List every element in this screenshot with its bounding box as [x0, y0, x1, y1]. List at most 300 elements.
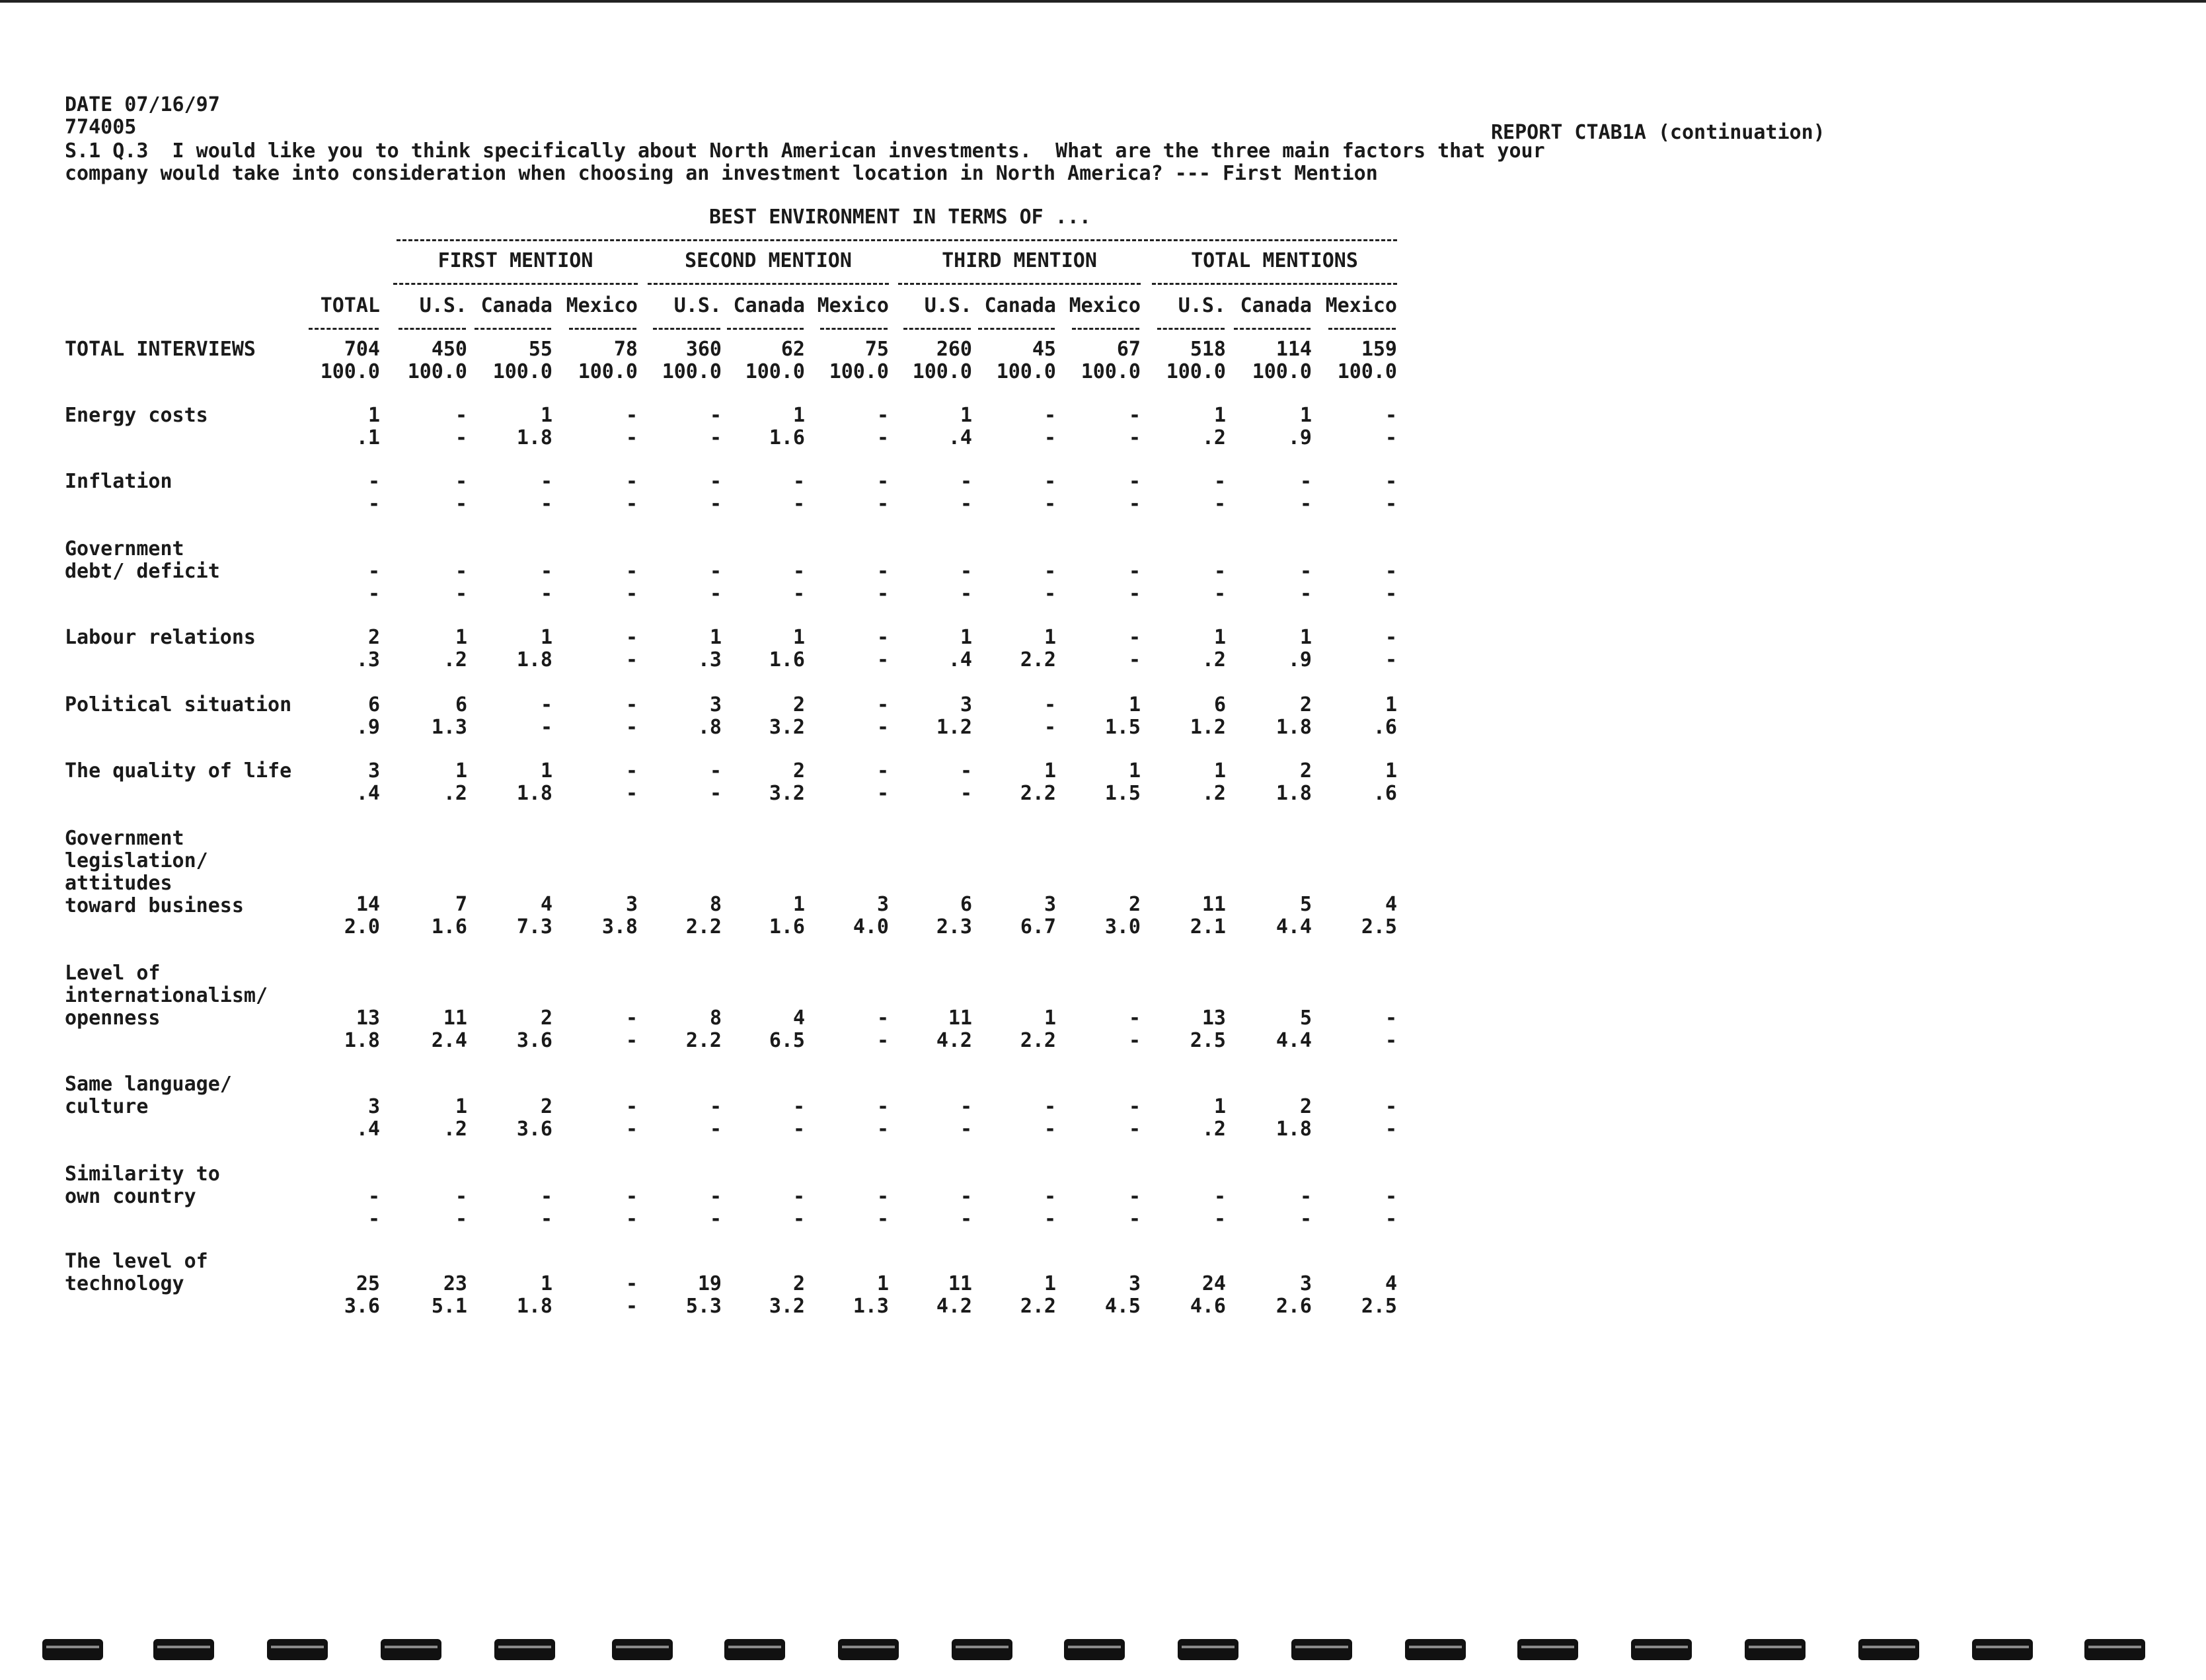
cell-count: 4	[540, 893, 552, 916]
cell-count: -	[960, 1185, 972, 1208]
cell-percent: 4.0	[853, 915, 889, 938]
cell-percent: .2	[1201, 1118, 1226, 1141]
cell-percent: 1.8	[516, 782, 552, 805]
cell-percent: -	[367, 582, 380, 605]
cell-count: -	[876, 1185, 889, 1208]
cell-percent: 6.7	[1020, 915, 1056, 938]
cell-count: -	[1213, 560, 1226, 583]
cell-percent: 2.2	[685, 915, 722, 938]
cell-percent: 1.8	[516, 426, 552, 449]
cell-count: -	[960, 470, 972, 493]
cell-percent: -	[876, 1029, 889, 1052]
cell-count: -	[540, 1185, 552, 1208]
row-label: Inflation	[65, 470, 172, 493]
cell-percent: -	[1299, 492, 1312, 515]
cell-count: -	[1128, 1095, 1141, 1118]
cell-percent: 4.6	[1190, 1295, 1226, 1318]
cell-percent: -	[792, 582, 805, 605]
cell-percent: 100.0	[745, 360, 805, 383]
perforation-mark	[724, 1639, 785, 1660]
perforation-mark	[612, 1639, 673, 1660]
cell-percent: -	[876, 492, 889, 515]
cell-count: -	[876, 759, 889, 783]
cell-count: -	[960, 759, 972, 783]
column-header-rule	[399, 328, 466, 330]
cell-percent: 100.0	[1166, 360, 1226, 383]
cell-percent: 100.0	[1252, 360, 1312, 383]
cell-count: 2	[792, 759, 805, 783]
cell-count: -	[1213, 470, 1226, 493]
column-header: Mexico	[1069, 294, 1141, 317]
cell-percent: 2.5	[1361, 915, 1397, 938]
cell-percent: .2	[1201, 648, 1226, 671]
cell-percent: .2	[1201, 782, 1226, 805]
cell-count: 2	[1299, 693, 1312, 716]
cell-percent: 100.0	[407, 360, 467, 383]
cell-percent: -	[709, 582, 722, 605]
cell-count: -	[540, 693, 552, 716]
cell-percent: 1.5	[1104, 782, 1141, 805]
cell-percent: -	[540, 492, 552, 515]
perforation-mark	[1064, 1639, 1125, 1660]
cell-percent: -	[540, 716, 552, 739]
cell-percent: 3.2	[769, 782, 805, 805]
cell-percent: .2	[443, 782, 467, 805]
cell-percent: 100.0	[996, 360, 1056, 383]
cell-percent: -	[709, 1207, 722, 1231]
cell-count: -	[709, 404, 722, 427]
cell-count: 159	[1361, 338, 1397, 361]
perforation-mark	[381, 1639, 441, 1660]
cell-count: -	[876, 626, 889, 649]
cell-percent: -	[625, 716, 638, 739]
cell-count: -	[1385, 560, 1397, 583]
cell-percent: .9	[1287, 426, 1312, 449]
cell-percent: 3.0	[1104, 915, 1141, 938]
cell-count: -	[625, 1095, 638, 1118]
cell-count: 1	[1128, 693, 1141, 716]
cell-count: -	[1128, 404, 1141, 427]
column-header-rule	[653, 328, 720, 330]
cell-count: 55	[528, 338, 552, 361]
cell-percent: 4.2	[936, 1029, 972, 1052]
cell-count: -	[455, 404, 467, 427]
cell-count: 7	[455, 893, 467, 916]
cell-percent: -	[1385, 1207, 1397, 1231]
cell-percent: 5.3	[685, 1295, 722, 1318]
cell-percent: -	[876, 648, 889, 671]
cell-count: -	[792, 470, 805, 493]
cell-count: 1	[1385, 693, 1397, 716]
cell-count: -	[709, 560, 722, 583]
cell-percent: 1.6	[769, 915, 805, 938]
cell-count: -	[455, 1185, 467, 1208]
cell-count: -	[540, 470, 552, 493]
cell-count: 1	[876, 1272, 889, 1295]
column-header-rule	[727, 328, 804, 330]
cell-percent: 1.3	[853, 1295, 889, 1318]
cell-count: -	[1128, 560, 1141, 583]
cell-percent: 2.2	[1020, 1029, 1056, 1052]
cell-count: 2	[1299, 1095, 1312, 1118]
cell-count: -	[625, 759, 638, 783]
cell-percent: 4.4	[1275, 915, 1312, 938]
cell-count: -	[1299, 1185, 1312, 1208]
row-label: Energy costs	[65, 404, 208, 427]
cell-percent: -	[1044, 1118, 1056, 1141]
cell-count: 1	[1213, 404, 1226, 427]
cell-percent: -	[540, 1207, 552, 1231]
group-header: SECOND MENTION	[685, 249, 852, 272]
cell-count: 5	[1299, 893, 1312, 916]
cell-count: 2	[367, 626, 380, 649]
cell-count: 450	[431, 338, 467, 361]
cell-percent: 100.0	[578, 360, 638, 383]
cell-count: 8	[709, 893, 722, 916]
cell-count: 1	[1128, 759, 1141, 783]
cell-count: 75	[864, 338, 889, 361]
cell-count: 114	[1275, 338, 1312, 361]
cell-percent: -	[625, 492, 638, 515]
cell-percent: 5.1	[431, 1295, 467, 1318]
cell-percent: 1.6	[769, 648, 805, 671]
cell-count: 2	[792, 693, 805, 716]
column-header-rule	[978, 328, 1055, 330]
cell-count: 2	[792, 1272, 805, 1295]
cell-percent: 2.2	[685, 1029, 722, 1052]
cell-percent: -	[625, 1118, 638, 1141]
cell-percent: -	[1299, 1207, 1312, 1231]
row-label: Same language/ culture	[65, 1073, 232, 1118]
cell-count: 1	[1213, 1095, 1226, 1118]
cell-count: -	[792, 1185, 805, 1208]
cell-percent: 1.6	[769, 426, 805, 449]
cell-count: -	[540, 560, 552, 583]
cell-percent: .3	[697, 648, 722, 671]
row-label: Government legislation/ attitudes toward business	[65, 827, 244, 917]
cell-count: 1	[1299, 404, 1312, 427]
cell-count: -	[1128, 470, 1141, 493]
cell-percent: 7.3	[516, 915, 552, 938]
cell-count: 1	[455, 1095, 467, 1118]
cell-count: 24	[1201, 1272, 1226, 1295]
column-header-rule	[309, 328, 379, 330]
cell-count: 25	[356, 1272, 380, 1295]
cell-count: 11	[443, 1007, 467, 1030]
cell-count: 23	[443, 1272, 467, 1295]
cell-percent: -	[876, 716, 889, 739]
cell-count: -	[1385, 470, 1397, 493]
column-header: Canada	[733, 294, 805, 317]
cell-percent: 1.8	[1275, 716, 1312, 739]
cell-count: -	[1299, 560, 1312, 583]
cell-count: -	[876, 560, 889, 583]
cell-count: -	[367, 560, 380, 583]
cell-count: -	[367, 1185, 380, 1208]
cell-percent: 1.8	[516, 1295, 552, 1318]
cell-percent: -	[960, 582, 972, 605]
cell-count: -	[876, 404, 889, 427]
column-header-rule	[569, 328, 636, 330]
perforation-mark	[1178, 1639, 1238, 1660]
cell-count: 4	[1385, 1272, 1397, 1295]
row-label: Level of internationalism/ openness	[65, 962, 268, 1030]
cell-percent: -	[1044, 426, 1056, 449]
cell-percent: -	[1128, 426, 1141, 449]
cell-percent: 100.0	[829, 360, 889, 383]
cell-count: 3	[960, 693, 972, 716]
cell-count: -	[455, 470, 467, 493]
question-text-line-2: company would take into consideration when choosing an investment location in North America? --- First Mention	[65, 162, 1378, 185]
perforation-mark	[494, 1639, 555, 1660]
cell-percent: -	[455, 582, 467, 605]
cell-count: 5	[1299, 1007, 1312, 1030]
cell-count: 13	[1201, 1007, 1226, 1030]
column-header: U.S.	[1178, 294, 1226, 317]
cell-percent: 4.4	[1275, 1029, 1312, 1052]
cell-count: -	[625, 626, 638, 649]
cell-percent: .4	[948, 426, 972, 449]
cell-count: -	[709, 1185, 722, 1208]
cell-count: 1	[960, 626, 972, 649]
cell-count: 6	[1213, 693, 1226, 716]
cell-percent: 100.0	[1337, 360, 1397, 383]
cell-count: 3	[367, 759, 380, 783]
cell-percent: -	[540, 582, 552, 605]
group-header: FIRST MENTION	[437, 249, 593, 272]
cell-percent: -	[1128, 1207, 1141, 1231]
cell-count: 518	[1190, 338, 1226, 361]
cell-count: 1	[1044, 1007, 1056, 1030]
cell-count: 62	[780, 338, 805, 361]
cell-count: -	[1128, 626, 1141, 649]
cell-percent: -	[625, 1029, 638, 1052]
cell-count: -	[367, 470, 380, 493]
column-header: Canada	[984, 294, 1056, 317]
cell-percent: 100.0	[912, 360, 972, 383]
cell-count: -	[625, 560, 638, 583]
cell-percent: -	[455, 492, 467, 515]
cell-percent: -	[1128, 648, 1141, 671]
cell-percent: -	[876, 1118, 889, 1141]
cell-percent: -	[1044, 492, 1056, 515]
perforation-mark	[153, 1639, 214, 1660]
cell-count: 14	[356, 893, 380, 916]
cell-percent: -	[792, 492, 805, 515]
cell-percent: -	[367, 492, 380, 515]
group-header: TOTAL MENTIONS	[1191, 249, 1358, 272]
cell-percent: -	[709, 426, 722, 449]
cell-count: -	[1044, 404, 1056, 427]
perforation-mark	[1972, 1639, 2033, 1660]
cell-count: 11	[1201, 893, 1226, 916]
job-number: 774005	[65, 116, 137, 139]
cell-count: -	[625, 1185, 638, 1208]
cell-count: -	[876, 693, 889, 716]
perforation-mark	[1517, 1639, 1578, 1660]
cell-count: 3	[1128, 1272, 1141, 1295]
cell-count: 2	[1299, 759, 1312, 783]
cell-percent: -	[1128, 492, 1141, 515]
cell-percent: 1.2	[1190, 716, 1226, 739]
cell-percent: 1.2	[936, 716, 972, 739]
cell-count: 1	[960, 404, 972, 427]
cell-count: -	[960, 1095, 972, 1118]
cell-count: 1	[1299, 626, 1312, 649]
row-label: Political situation	[65, 693, 292, 716]
cell-count: 3	[876, 893, 889, 916]
row-label: The quality of life	[65, 759, 292, 783]
group-header-rule	[898, 283, 1141, 285]
cell-percent: .9	[356, 716, 380, 739]
cell-percent: -	[625, 426, 638, 449]
cell-percent: -	[1385, 648, 1397, 671]
cell-percent: -	[1213, 582, 1226, 605]
perforation-mark	[2084, 1639, 2145, 1660]
cell-percent: -	[960, 1207, 972, 1231]
cell-count: 2	[540, 1007, 552, 1030]
cell-count: -	[1044, 1185, 1056, 1208]
cell-count: 4	[1385, 893, 1397, 916]
perforation-mark	[42, 1639, 103, 1660]
column-header: U.S.	[924, 294, 972, 317]
column-header: Mexico	[1325, 294, 1397, 317]
cell-percent: -	[625, 1295, 638, 1318]
cell-count: -	[876, 470, 889, 493]
cell-count: 13	[356, 1007, 380, 1030]
question-text-line-1: S.1 Q.3 I would like you to think specifically about North American investments. What are the three main factors that your	[65, 139, 1545, 163]
cell-count: 1	[1044, 626, 1056, 649]
cell-percent: 1.8	[1275, 782, 1312, 805]
cell-percent: 2.2	[1020, 782, 1056, 805]
cell-count: -	[625, 404, 638, 427]
cell-count: 45	[1032, 338, 1056, 361]
cell-percent: -	[625, 648, 638, 671]
banner-title-rule	[397, 239, 1397, 241]
cell-percent: 100.0	[320, 360, 380, 383]
cell-count: -	[960, 560, 972, 583]
cell-count: 78	[613, 338, 638, 361]
cell-count: 3	[625, 893, 638, 916]
cell-percent: .2	[1201, 426, 1226, 449]
cell-count: 1	[792, 626, 805, 649]
cell-percent: 2.0	[344, 915, 380, 938]
group-header-rule	[648, 283, 889, 285]
column-header: Mexico	[566, 294, 638, 317]
column-header-rule	[1157, 328, 1225, 330]
cell-count: -	[1385, 1185, 1397, 1208]
cell-count: -	[1044, 693, 1056, 716]
cell-count: -	[709, 759, 722, 783]
cell-percent: -	[709, 1118, 722, 1141]
row-label: Labour relations	[65, 626, 256, 649]
cell-percent: -	[792, 1118, 805, 1141]
cell-percent: -	[709, 782, 722, 805]
cell-count: -	[625, 1272, 638, 1295]
cell-count: 2	[1128, 893, 1141, 916]
cell-count: 1	[455, 626, 467, 649]
cell-percent: 2.1	[1190, 915, 1226, 938]
cell-percent: 2.5	[1190, 1029, 1226, 1052]
perforation-mark	[838, 1639, 899, 1660]
cell-count: 260	[936, 338, 972, 361]
cell-percent: .4	[948, 648, 972, 671]
cell-count: 1	[792, 893, 805, 916]
perforation-mark	[1631, 1639, 1692, 1660]
cell-count: 6	[367, 693, 380, 716]
cell-count: 1	[1213, 626, 1226, 649]
cell-count: 3	[1299, 1272, 1312, 1295]
cell-percent: 1.8	[516, 648, 552, 671]
column-header: U.S.	[673, 294, 722, 317]
cell-count: -	[1213, 1185, 1226, 1208]
cell-percent: 2.2	[1020, 1295, 1056, 1318]
cell-percent: -	[876, 426, 889, 449]
cell-count: -	[1128, 1185, 1141, 1208]
cell-percent: -	[1128, 1029, 1141, 1052]
column-header-rule	[1072, 328, 1139, 330]
cell-percent: -	[1385, 492, 1397, 515]
column-header-rule	[903, 328, 971, 330]
cell-count: 67	[1116, 338, 1141, 361]
cell-count: 3	[1044, 893, 1056, 916]
cell-count: -	[1385, 626, 1397, 649]
column-header-rule	[1328, 328, 1396, 330]
cell-count: 1	[540, 1272, 552, 1295]
cell-percent: .8	[697, 716, 722, 739]
cell-percent: .2	[443, 1118, 467, 1141]
cell-count: 1	[540, 759, 552, 783]
row-label: TOTAL INTERVIEWS	[65, 338, 256, 361]
column-header: Canada	[1240, 294, 1312, 317]
cell-percent: 2.6	[1275, 1295, 1312, 1318]
cell-percent: .4	[356, 1118, 380, 1141]
cell-count: 1	[540, 404, 552, 427]
group-header-rule	[393, 283, 638, 285]
top-border-line	[0, 0, 2206, 3]
cell-count: 3	[709, 693, 722, 716]
cell-count: -	[1044, 470, 1056, 493]
cell-count: 4	[792, 1007, 805, 1030]
cell-percent: 6.5	[769, 1029, 805, 1052]
report-date: DATE 07/16/97	[65, 93, 220, 116]
cell-percent: -	[1385, 426, 1397, 449]
cell-percent: 1.8	[344, 1029, 380, 1052]
cell-percent: -	[792, 1207, 805, 1231]
column-header-rule	[475, 328, 551, 330]
row-label: Similarity to own country	[65, 1163, 220, 1208]
column-header: TOTAL	[320, 294, 380, 317]
cell-percent: 100.0	[662, 360, 722, 383]
cell-count: 6	[960, 893, 972, 916]
cell-percent: -	[1128, 1118, 1141, 1141]
cell-percent: 3.2	[769, 1295, 805, 1318]
column-header: Canada	[480, 294, 552, 317]
cell-percent: 4.2	[936, 1295, 972, 1318]
cell-count: -	[1044, 1095, 1056, 1118]
cell-count: -	[625, 1007, 638, 1030]
cell-count: 1	[709, 626, 722, 649]
cell-percent: .1	[356, 426, 380, 449]
cell-percent: .3	[356, 648, 380, 671]
cell-count: -	[455, 560, 467, 583]
cell-percent: -	[1299, 582, 1312, 605]
cell-count: 1	[1213, 759, 1226, 783]
cell-count: 1	[1044, 1272, 1056, 1295]
cell-count: -	[792, 560, 805, 583]
cell-count: 1	[455, 759, 467, 783]
cell-count: 1	[1385, 759, 1397, 783]
